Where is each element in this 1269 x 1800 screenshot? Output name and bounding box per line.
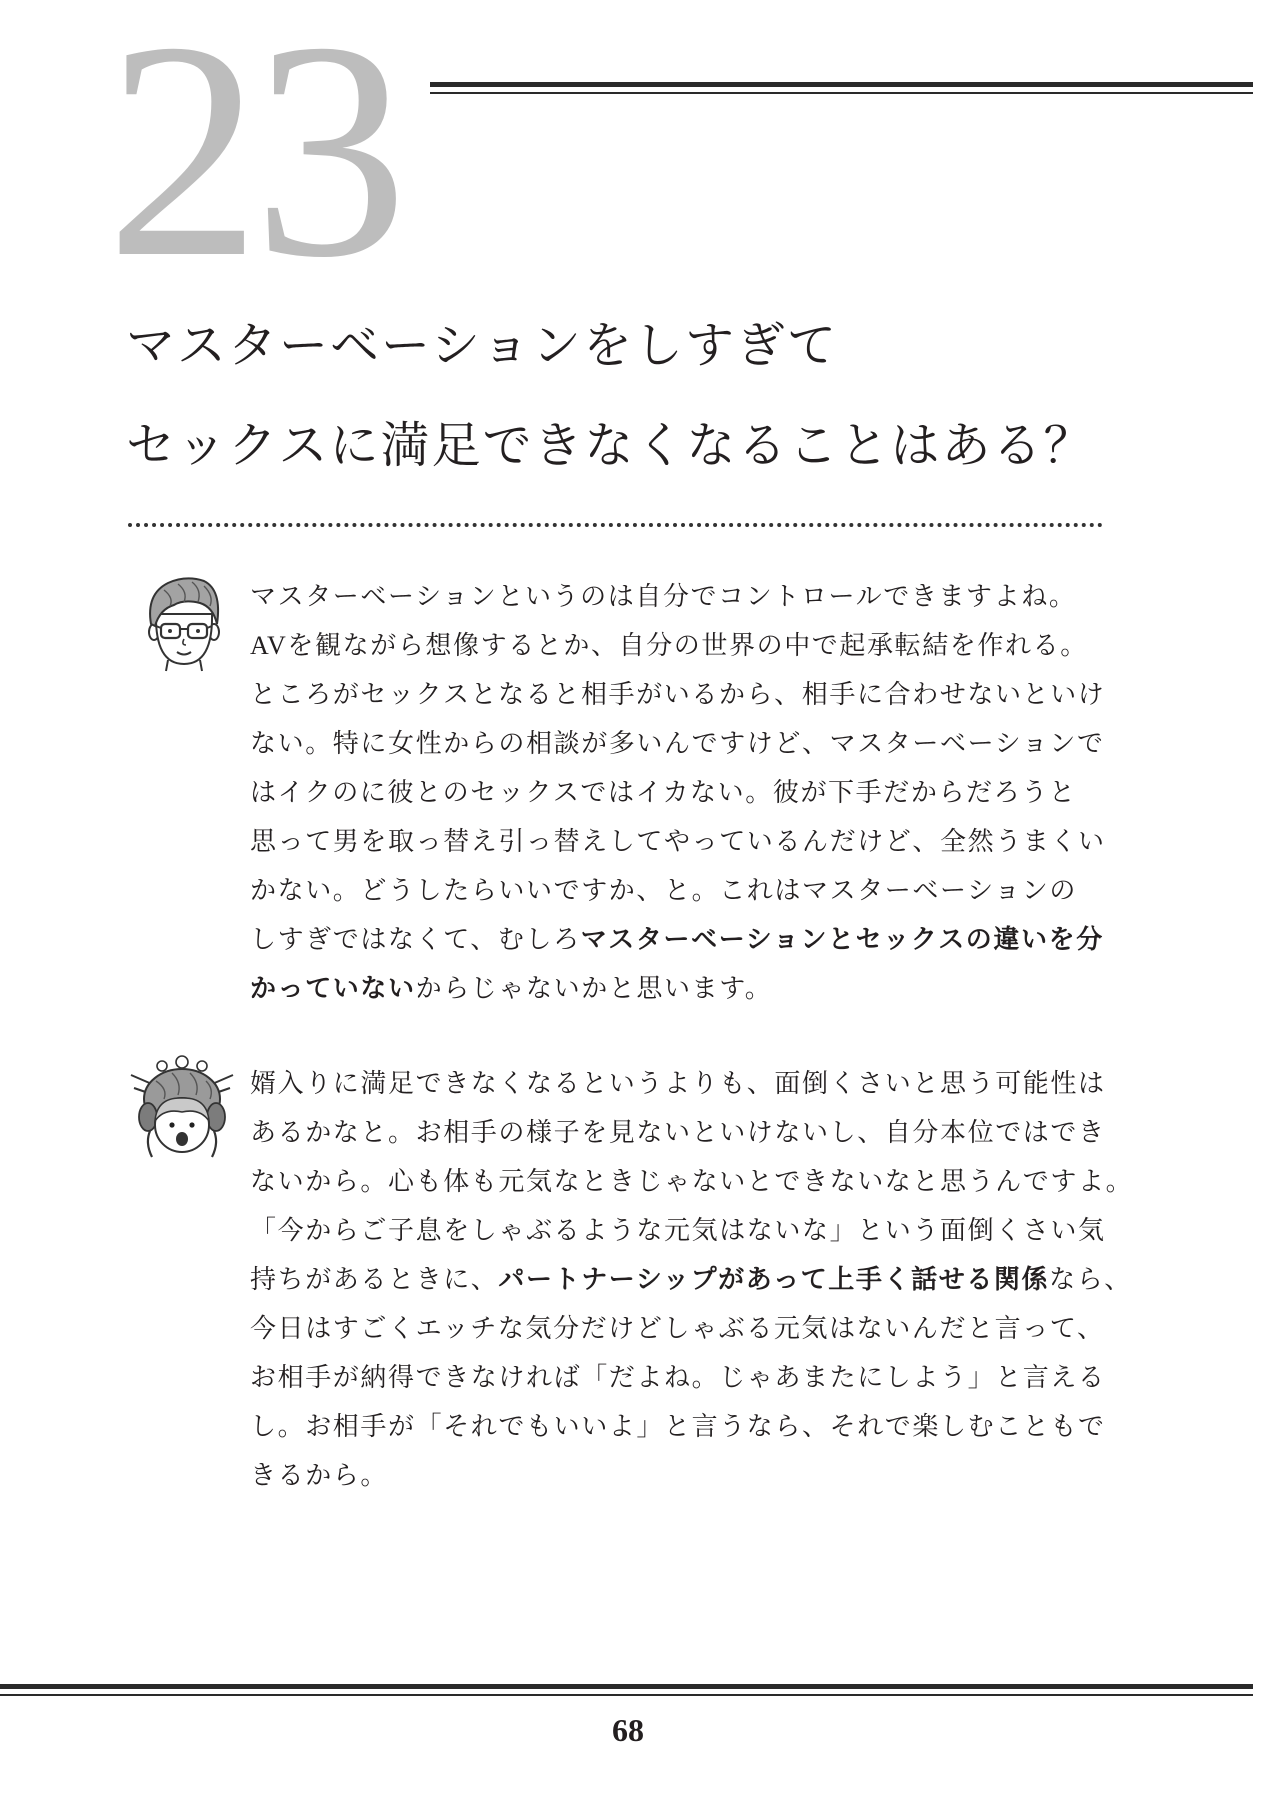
title-line-1: マスターベーションをしすぎて — [126, 317, 839, 374]
text-segment: なら、 — [1049, 1265, 1132, 1294]
text-line: あるかなと。お相手の様子を見ないといけないし、自分本位ではでき — [250, 1118, 1106, 1147]
emphasis-text: マスターベーションとセックスの違いを分 — [580, 925, 1104, 955]
text-segment: しすぎではなくて、むしろ — [250, 925, 581, 954]
text-line: ない。特に女性からの相談が多いんですけど、マスターベーションで — [250, 729, 1105, 758]
footer-rule — [0, 1684, 1253, 1696]
text-line: し。お相手が「それでもいいよ」と言うなら、それで楽しむこともで — [250, 1412, 1106, 1441]
text-line — [250, 915, 1150, 964]
geisha-hair-ornaments-icon — [128, 1055, 236, 1161]
text-line: はイクのに彼とのセックスではイカない。彼が下手だからだろうと — [250, 778, 1077, 807]
text-line: かない。どうしたらいいですか、と。これはマスターベーションの — [250, 876, 1077, 905]
dialogue-paragraph-2 — [250, 1059, 1150, 1500]
title-divider — [128, 523, 1103, 527]
text-line: ないから。心も体も元気なときじゃないとできないなと思うんですよ。 — [250, 1167, 1134, 1196]
text-line: 今日はすごくエッチな気分だけどしゃぶる元気はないんだと言って、 — [250, 1314, 1105, 1343]
text-line — [250, 1255, 1150, 1304]
page-number: 68 — [612, 1712, 644, 1748]
man-with-glasses-icon — [134, 572, 234, 672]
text-line: 婿入りに満足できなくなるというよりも、面倒くさいと思う可能性は — [250, 1069, 1106, 1098]
title-line-2: セックスに満足できなくなることはある？ — [126, 417, 1095, 474]
text-line: ところがセックスとなると相手がいるから、相手に合わせないといけ — [250, 680, 1106, 709]
chapter-title — [126, 296, 1136, 496]
dialogue-paragraph-1 — [250, 572, 1150, 1013]
text-segment: からじゃないかと思います。 — [415, 974, 773, 1003]
text-line: マスターベーションというのは自分でコントロールできますよね。 — [250, 582, 1077, 611]
text-line — [250, 964, 1150, 1013]
text-line: 「今からご子息をしゃぶるような元気はないな」という面倒くさい気 — [250, 1216, 1106, 1245]
chapter-number: 23 — [106, 0, 400, 322]
emphasis-text: かっていない — [250, 974, 416, 1004]
header-rule — [430, 82, 1253, 94]
emphasis-text: パートナーシップがあって上手く話せる関係 — [498, 1265, 1050, 1295]
text-line: お相手が納得できなければ「だよね。じゃあまたにしよう」と言える — [250, 1363, 1106, 1392]
text-line: AVを観ながら想像するとか、自分の世界の中で起承転結を作れる。 — [250, 631, 1088, 660]
text-segment: 持ちがあるときに、 — [250, 1265, 499, 1294]
text-line: 思って男を取っ替え引っ替えしてやっているんだけど、全然うまくい — [250, 827, 1106, 856]
text-line: きるから。 — [250, 1461, 389, 1490]
